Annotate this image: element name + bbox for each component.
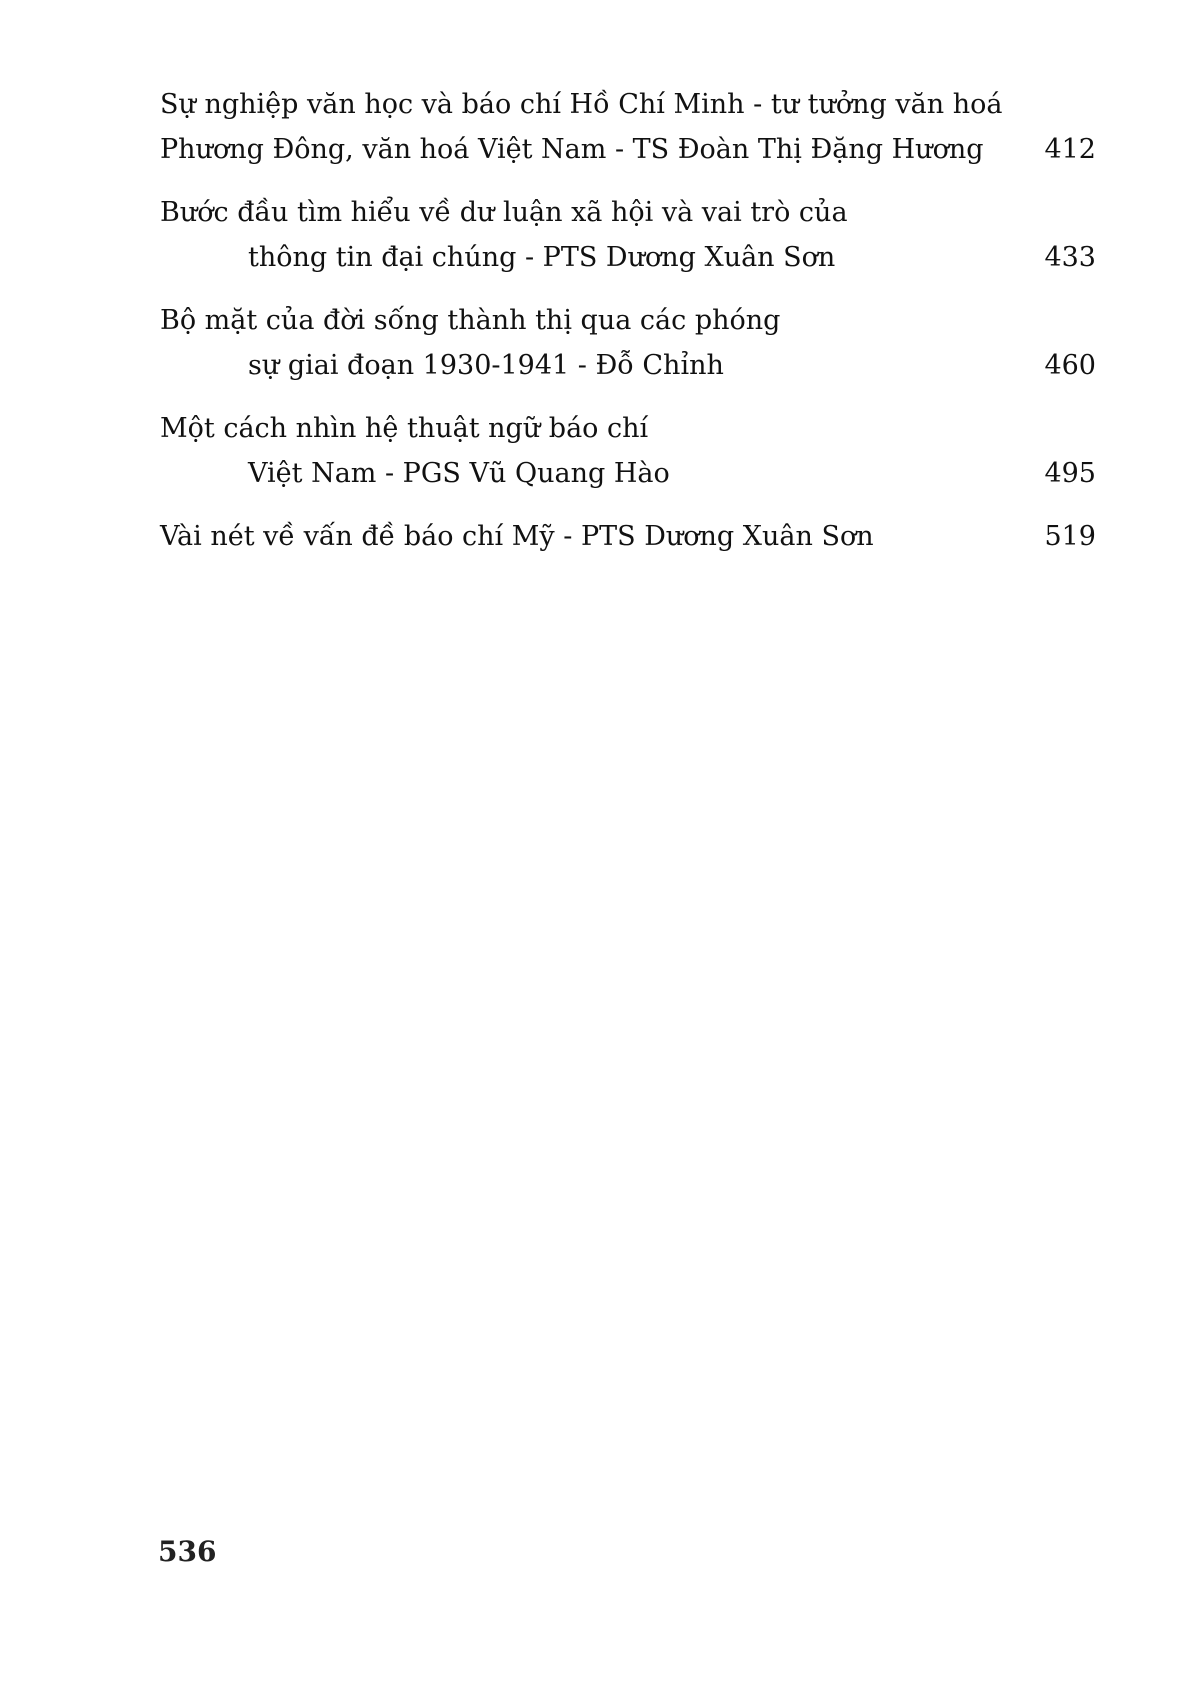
toc-entry-title-line: Phương Đông, văn hoá Việt Nam - TS Đoàn Thị Đặng Hương bbox=[160, 134, 984, 165]
toc-entry-title-line: Sự nghiệp văn học và báo chí Hồ Chí Minh - tư tưởng văn hoá bbox=[160, 89, 1003, 120]
table-of-contents bbox=[160, 82, 1096, 577]
toc-entry-title-line: Một cách nhìn hệ thuật ngữ báo chí bbox=[160, 413, 649, 444]
toc-entry-title-line: Bước đầu tìm hiểu về dư luận xã hội và vai trò của bbox=[160, 197, 848, 228]
toc-entry bbox=[160, 514, 1096, 559]
toc-entry-page-number: 433 bbox=[1044, 242, 1096, 273]
toc-entry-title-line: Bộ mặt của đời sống thành thị qua các phóng bbox=[160, 305, 781, 336]
toc-entry bbox=[160, 190, 1096, 280]
toc-entry bbox=[160, 406, 1096, 496]
toc-entry-page-number: 460 bbox=[1044, 350, 1096, 381]
toc-entry bbox=[160, 82, 1096, 172]
page-number: 536 bbox=[158, 1535, 217, 1568]
toc-entry-page-number: 495 bbox=[1044, 458, 1096, 489]
toc-entry-page-number: 412 bbox=[1044, 134, 1096, 165]
toc-entry bbox=[160, 298, 1096, 388]
toc-entry-title-line: Vài nét về vấn đề báo chí Mỹ - PTS Dương Xuân Sơn bbox=[160, 521, 874, 552]
toc-entry-page-number: 519 bbox=[1044, 521, 1096, 552]
toc-entry-title-line: Việt Nam - PGS Vũ Quang Hào bbox=[248, 458, 670, 489]
toc-entry-title-line: sự giai đoạn 1930-1941 - Đỗ Chỉnh bbox=[248, 350, 724, 381]
toc-entry-title-line: thông tin đại chúng - PTS Dương Xuân Sơn bbox=[248, 242, 836, 273]
